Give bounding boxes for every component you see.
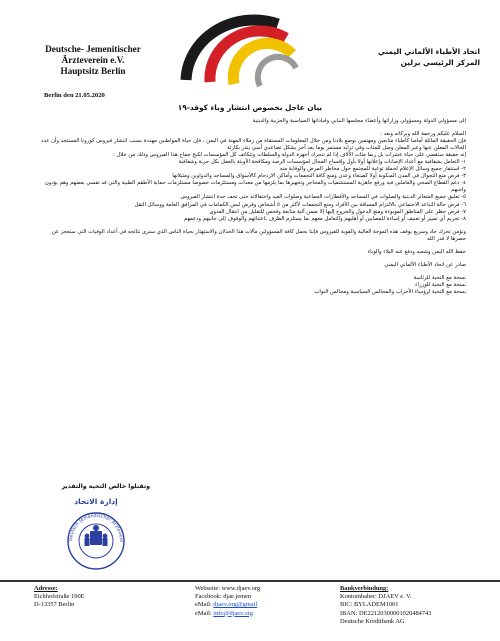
- body-paragraph: ٦- فرض حالة التباعد الاجتماعي بالالتزام المسافة بين الأفراد ومنع التجمعات لأكثر من ٥ أشخاص وفرض لبس الكمامات في المرافق العامة ووسائل النقل: [134, 201, 466, 208]
- org-name-line: Hauptsitz Berlin: [60, 66, 126, 76]
- body-paragraph: ٢- استنفار جميع وسائل الإعلام لحملة توعية للمجتمع حول مخاطر المرض والوقاية منه: [279, 166, 466, 173]
- body-paragraph: فإن الحقيقة الماثلة أمامنا كأطباء متابعين ومهتمين بوضع بلادنا ومن خلال المعلومات المستقاة من زملاء المهنة في اليمن ، فإن حياة المواطنين مهددة بسبب انتشار فيروس كورونا المستجد وأن عدد الحالات المعلن عنها وعبر المعلن وصل للمئات وفي تزايد مستمر يوما بعد آخر بشكل تصاعدي أسي ينذر بكارثة: [41, 138, 466, 152]
- seal-title: إدارة الاتحاد: [74, 497, 118, 506]
- org-name-line: Ärzteverein e.V.: [61, 55, 125, 65]
- body-paragraph: السلام عليكم ورحمة الله وبركاته وبعد :: [380, 131, 466, 138]
- address-line: D-13357 Berlin: [34, 601, 75, 609]
- facebook-value: djae.jemen: [223, 593, 252, 601]
- org-name-line: Deutsche- Jemenitischer: [45, 44, 141, 54]
- footer-address: [34, 585, 85, 610]
- facebook-label: Facebook:: [195, 593, 222, 601]
- letter-date: Berlin den 21.05.2020: [44, 92, 105, 99]
- organization-logo: [168, 10, 330, 98]
- seal-ring-text: Deutsch-Jemenitischer Ärztevere: [68, 513, 124, 543]
- letter-subject: بيان عاجل بخصوص انتشار وباء كوفد-١٩: [177, 103, 323, 112]
- body-paragraph: ٤- دعم القطاع الصحي والعاملين فيه ورفع جاهزية المستشفيات والمحاجر وتجهيزها بما يلزمها من معدات ومستلزمات خصوصا مستلزمات حماية الأطقم الطبية والتي قد تفسي بعضهم وهم يؤدون واجبهم: [44, 180, 466, 194]
- body-paragraph: إنه حقيقة ستقضي على حياة عشرات بل ربما مئات الآلاف إذا لم تتحرك أجهزة الدولة والسلطات وتتكاتف كل المؤسسات لكبح جماح هذا الفيروس وذلك من خلال :: [112, 152, 466, 159]
- footer-divider: [0, 580, 500, 582]
- website-label: Webseite:: [195, 585, 221, 592]
- website-value: www.djaev.org: [221, 585, 261, 592]
- address-title: Adresse:: [34, 585, 58, 592]
- bank-line: Deutsche Kreditbank AG: [340, 617, 405, 625]
- seal-figures-icon: [85, 525, 108, 546]
- body-paragraph: حفظ الله اليمن وشعبه ودفع عنه البلاء والوباء: [367, 248, 466, 255]
- bank-line: IBAN: DE22120300001020484743: [340, 609, 432, 617]
- body-paragraph: نسخة مع التحية لرؤساء الأحزاب والمجالس السياسية ومجالس النواب: [314, 288, 466, 295]
- footer-bank: [340, 585, 431, 626]
- letter-body: [38, 118, 466, 296]
- email-label: eMail:: [195, 609, 212, 617]
- email-link[interactable]: djaev.org@gmail: [213, 601, 258, 609]
- footer-contact: [195, 585, 260, 618]
- body-paragraph: إلى مسؤولي الدولة ومسؤولي وزاراتها وأعضاء مجلسها النيابي وقياداتها السياسية والحزبية والدينية: [252, 118, 466, 124]
- body-paragraph: ٥- تعليق جميع الشعائر الدينية والصلوات في المساجد والأفطارات الجماعية وصلوات العيد واحتفالاته حتى تخف حدة انتشار الفيروس: [180, 194, 466, 201]
- organization-seal: [46, 495, 146, 575]
- body-paragraph: ٧- فرض حظر على المناطق الموبوءة ومنع الدخول والخروج إليها إلا ضمن آلية متابعة وفحص للتقليل من انتقال العدوى: [209, 208, 466, 215]
- email-link[interactable]: info@djaev.org: [213, 609, 253, 617]
- closing-line: وتقبلوا خالص التحية والتقدير: [61, 483, 150, 490]
- body-paragraph: ونؤمن تحرك جاد وسريع يوقف هذه الموجة العالية والقوية للفيروس فإننا نحمل كافة المسؤولين مآلات هذا الخذلان والاستهتار بحياة الناس الذي سترى نتائجه في أعداد الوفيات التي ستعجز عن حصرها لا قدر الله: [51, 228, 466, 242]
- org-name-german: [18, 44, 168, 77]
- body-paragraph: صادر عن اتحاد الأطباء الألماني اليمني: [384, 261, 466, 268]
- body-paragraph: نسخة مع التحية للرئاسة: [413, 274, 466, 281]
- address-line: Eichhofstraße 190E: [34, 593, 85, 601]
- bank-line: BIC: BYLADEM1001: [340, 601, 399, 609]
- email-label: eMail:: [195, 601, 212, 609]
- bank-line: Kontoinhaber: DJAEV e. V.: [340, 593, 412, 601]
- org-name-line: المركز الرئيسي برلين: [400, 58, 480, 67]
- body-paragraph: ٣- فرض منع التجوال في المدن المنكوبة أولا كصنعاء وعدن ومنع كافة التجمعات وأماكن الازدحام كالأسواق والمساجد والدواوين ومثيلاتها: [172, 173, 466, 180]
- body-paragraph: ٨- تجريم أي تمييز أو تعنيف أو إساءة للمصابين أو أهليهم والتعامل معهم بما يستلزم الظرف باعتنائهم والوقوف إلى جانبهم ودعمهم: [184, 215, 466, 222]
- logo-gray-arc: [258, 57, 296, 86]
- bank-title: Bankverbindung:: [340, 585, 389, 592]
- org-name-arabic: [350, 46, 480, 68]
- body-paragraph: ١- التعامل بشفافية مع أعداد الإصابات وإعلانها أولا بأول وإفساح المجال لمؤسسات الرصد ومكافحة الأوبئة بالعمل بكل حرية وشفافية: [178, 159, 466, 166]
- org-name-line: اتحاد الأطباء الألماني اليمني: [377, 47, 480, 56]
- body-paragraph: نسخة مع التحية للوزراء: [415, 281, 466, 288]
